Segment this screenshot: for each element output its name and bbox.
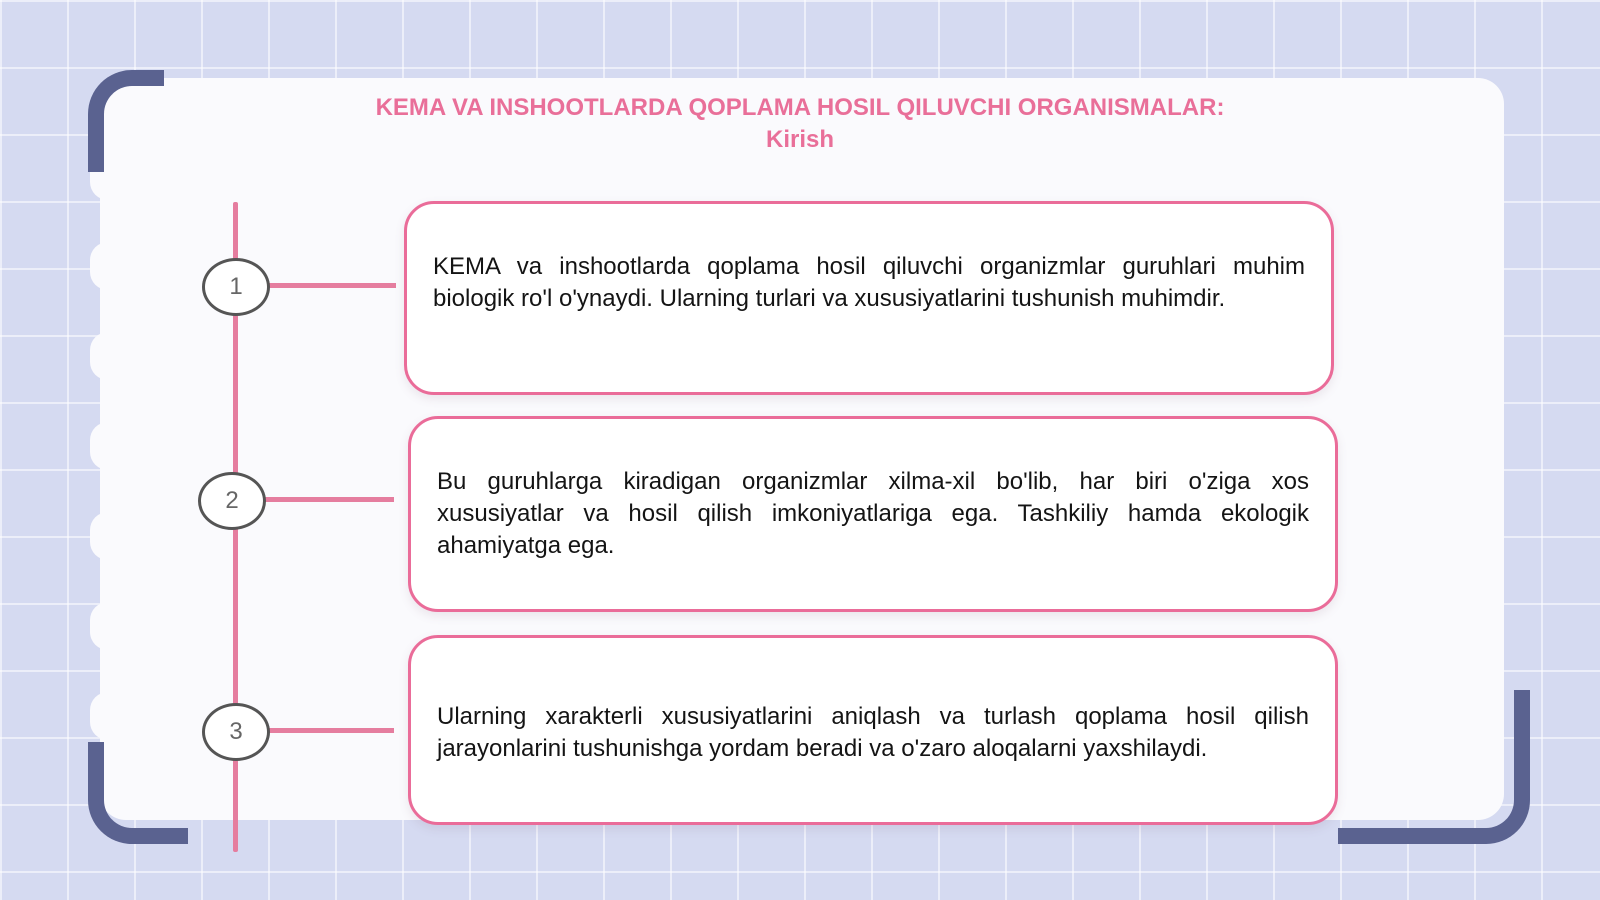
step-number-2: 2 (198, 472, 266, 530)
timeline-connector-1 (268, 283, 396, 288)
sheet-edge-tab (90, 512, 126, 560)
slide-title-line-1: KEMA VA INSHOOTLARDA QOPLAMA HOSIL QILUVCHI ORGANISMALAR: (375, 94, 1225, 121)
step-card-1 (404, 201, 1334, 395)
sheet-edge-tab (90, 422, 126, 470)
slide-title (240, 92, 1360, 156)
sheet-edge-tab (90, 332, 126, 380)
sheet-edge-tab (90, 242, 126, 290)
step-number-1: 1 (202, 258, 270, 316)
frame-corner-bottom-left (88, 742, 188, 844)
step-number-3: 3 (202, 703, 270, 761)
slide-title-line-2: Kirish (765, 126, 834, 153)
sheet-edge-tab (90, 602, 126, 650)
timeline-connector-2 (264, 497, 394, 502)
frame-corner-bottom-right (1338, 690, 1530, 844)
step-card-2 (408, 416, 1338, 612)
frame-corner-top-left (88, 70, 164, 172)
step-card-text: KEMA va inshootlarda qoplama hosil qiluvchi organizmlar guruhlari muhim biologik ro'l o'ynaydi. Ularning turlari va xususiyatlarini tushunish muhimdir. (433, 253, 1305, 312)
sheet-edge-tab (90, 692, 126, 740)
timeline-connector-3 (268, 728, 394, 733)
step-card-text: Bu guruhlarga kiradigan organizmlar xilma-xil bo'lib, har biri o'ziga xos xususiyatlar va hosil qilish imkoniyatlariga ega. Tashkiliy hamda ekologik ahamiyatga ega. (437, 468, 1309, 559)
step-card-3 (408, 635, 1338, 825)
step-card-text: Ularning xarakterli xususiyatlarini aniqlash va turlash qoplama hosil qilish jarayonlarini tushunishga yordam beradi va o'zaro aloqalarni yaxshilaydi. (437, 703, 1309, 762)
